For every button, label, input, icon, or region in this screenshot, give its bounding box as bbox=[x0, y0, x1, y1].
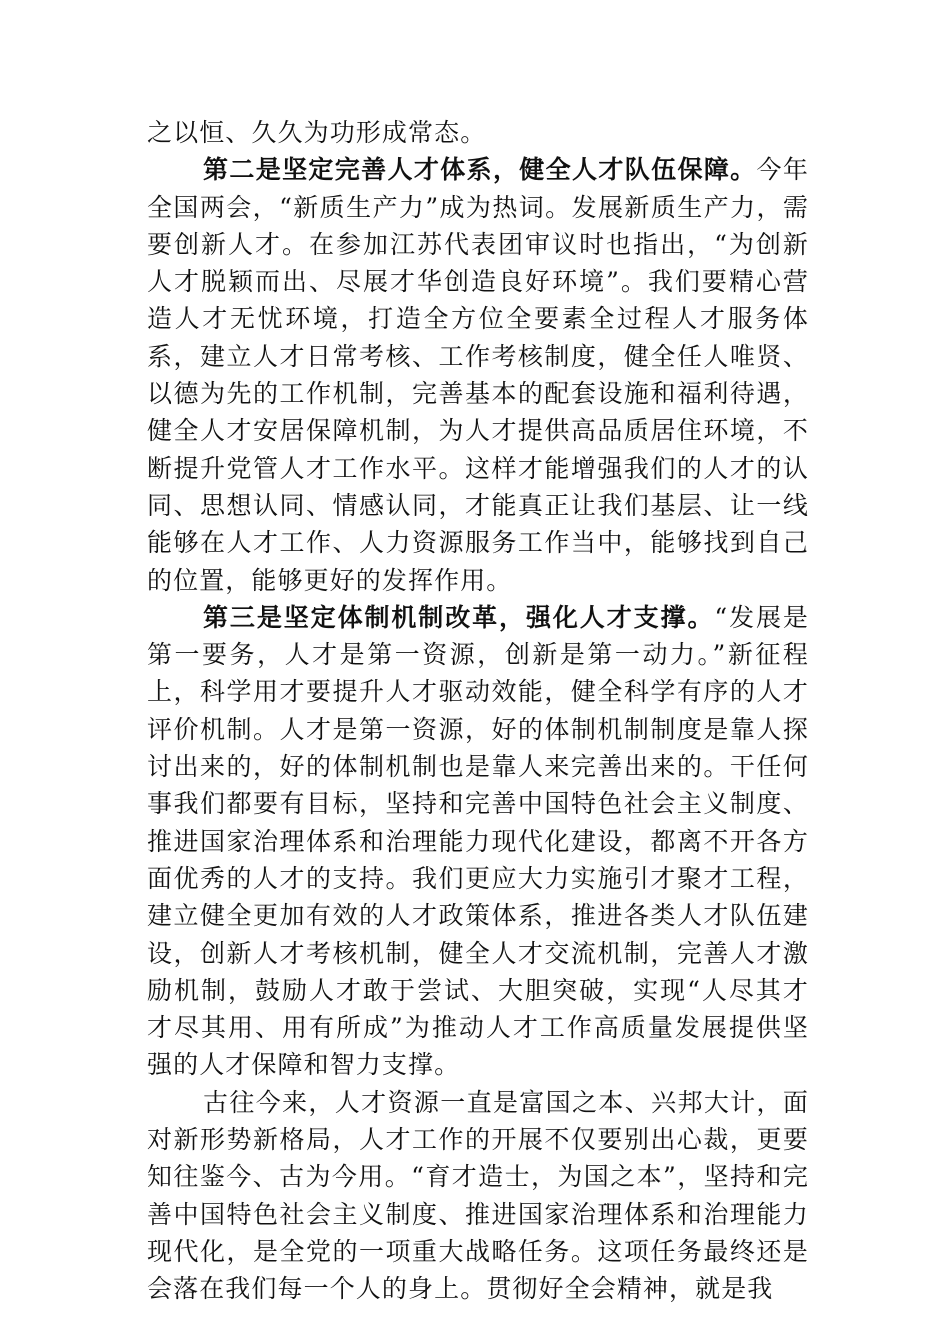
paragraph-continuation bbox=[147, 114, 809, 151]
paragraph-text: 古往今来，人才资源一直是富国之本、兴邦大计，面对新形势新格局，人才工作的开展不仅要别出心裁，更要知往鉴今、古为今用。“育才造士，为国之本”，坚持和完善中国特色社会主义制度、推进国家治理体系和治理能力现代化，是全党的一项重大战略任务。这项任务最终还是会落在我们每一个人的身上。贯彻好全会精神，就是我 bbox=[147, 1087, 809, 1304]
paragraph-conclusion bbox=[147, 1084, 809, 1308]
paragraph-heading: 第三是坚定体制机制改革，强化人才支撑。 bbox=[203, 602, 715, 632]
paragraph-third-point bbox=[147, 599, 809, 1084]
paragraph-text: 今年全国两会，“新质生产力”成为热词。发展新质生产力，需要创新人才。在参加江苏代表团审议时也指出，“为创新人才脱颖而出、尽展才华创造良好环境”。我们要精心营造人才无忧环境，打造全方位全要素全过程人才服务体系，建立人才日常考核、工作考核制度，健全任人唯贤、以德为先的工作机制，完善基本的配套设施和福利待遇，健全人才安居保障机制，为人才提供高品质居住环境，不断提升党管人才工作水平。这样才能增强我们的人才的认同、思想认同、情感认同，才能真正让我们基层、让一线能够在人才工作、人力资源服务工作当中，能够找到自己的位置，能够更好的发挥作用。 bbox=[147, 155, 809, 595]
paragraph-heading: 第二是坚定完善人才体系，健全人才队伍保障。 bbox=[203, 155, 757, 185]
paragraph-text: 之以恒、久久为功形成常态。 bbox=[147, 118, 487, 147]
document-page bbox=[147, 114, 809, 1308]
paragraph-text: “发展是第一要务，人才是第一资源，创新是第一动力。”新征程上，科学用才要提升人才驱动效能，健全科学有序的人才评价机制。人才是第一资源，好的体制机制制度是靠人探讨出来的，好的体制机制也是靠人来完善出来的。干任何事我们都要有目标，坚持和完善中国特色社会主义制度、推进国家治理体系和治理能力现代化建设，都离不开各方面优秀的人才的支持。我们更应大力实施引才聚才工程，建立健全更加有效的人才政策体系，推进各类人才队伍建设，创新人才考核机制，健全人才交流机制，完善人才激励机制，鼓励人才敢于尝试、大胆突破，实现“人尽其才才尽其用、用有所成”为推动人才工作高质量发展提供坚强的人才保障和智力支撑。 bbox=[147, 602, 809, 1080]
paragraph-second-point bbox=[147, 151, 809, 599]
